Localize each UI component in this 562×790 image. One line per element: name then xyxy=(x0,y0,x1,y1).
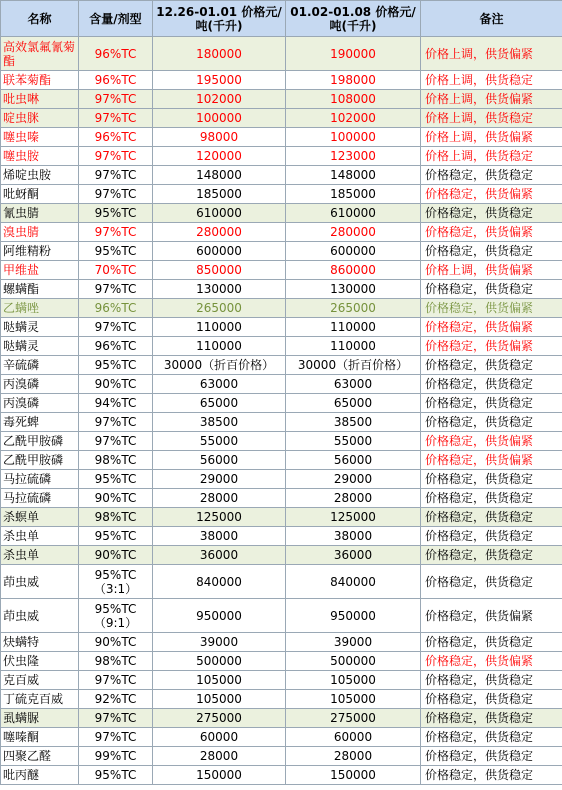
cell-price-week2: 30000（折百价格） xyxy=(286,356,421,375)
cell-price-week1: 38000 xyxy=(153,527,286,546)
cell-remark: 价格稳定，供货稳定 xyxy=(421,565,562,599)
cell-price-week2: 28000 xyxy=(286,747,421,766)
cell-name: 噻虫嗪 xyxy=(1,128,79,147)
cell-remark: 价格稳定，供货稳定 xyxy=(421,375,562,394)
cell-price-week2: 265000 xyxy=(286,299,421,318)
cell-remark: 价格上调，供货稳定 xyxy=(421,147,562,166)
cell-price-week1: 180000 xyxy=(153,37,286,71)
table-row xyxy=(1,546,562,565)
cell-name: 阿维精粉 xyxy=(1,242,79,261)
cell-price-week1: 840000 xyxy=(153,565,286,599)
cell-price-week1: 275000 xyxy=(153,709,286,728)
cell-price-week2: 125000 xyxy=(286,508,421,527)
cell-content: 94%TC xyxy=(79,394,153,413)
header-name: 名称 xyxy=(1,1,79,37)
cell-name: 毒死蜱 xyxy=(1,413,79,432)
cell-content: 97%TC xyxy=(79,413,153,432)
cell-content: 97%TC xyxy=(79,432,153,451)
cell-price-week2: 55000 xyxy=(286,432,421,451)
cell-content: 96%TC xyxy=(79,37,153,71)
cell-name: 高效氯氟氰菊酯 xyxy=(1,37,79,71)
cell-content: 97%TC xyxy=(79,109,153,128)
cell-price-week1: 63000 xyxy=(153,375,286,394)
cell-content: 92%TC xyxy=(79,690,153,709)
cell-name: 联苯菊酯 xyxy=(1,71,79,90)
header-row xyxy=(1,1,562,37)
cell-name: 杀虫单 xyxy=(1,527,79,546)
cell-name: 吡蚜酮 xyxy=(1,185,79,204)
table-row xyxy=(1,489,562,508)
cell-price-week1: 102000 xyxy=(153,90,286,109)
cell-price-week1: 950000 xyxy=(153,599,286,633)
table-row xyxy=(1,299,562,318)
header-content: 含量/剂型 xyxy=(79,1,153,37)
cell-price-week1: 100000 xyxy=(153,109,286,128)
cell-price-week2: 950000 xyxy=(286,599,421,633)
cell-content: 97%TC xyxy=(79,671,153,690)
table-row xyxy=(1,166,562,185)
cell-remark: 价格稳定，供货稳定 xyxy=(421,766,562,785)
cell-price-week1: 150000 xyxy=(153,766,286,785)
cell-price-week1: 56000 xyxy=(153,451,286,470)
table-row xyxy=(1,356,562,375)
cell-price-week2: 198000 xyxy=(286,71,421,90)
cell-name: 噻嗪酮 xyxy=(1,728,79,747)
cell-price-week1: 185000 xyxy=(153,185,286,204)
cell-name: 哒螨灵 xyxy=(1,318,79,337)
cell-price-week1: 60000 xyxy=(153,728,286,747)
cell-price-week1: 105000 xyxy=(153,690,286,709)
cell-remark: 价格稳定，供货偏紧 xyxy=(421,337,562,356)
cell-price-week1: 38500 xyxy=(153,413,286,432)
table-row xyxy=(1,671,562,690)
table-row xyxy=(1,747,562,766)
cell-remark: 价格稳定，供货稳定 xyxy=(421,546,562,565)
header-week1: 12.26-01.01 价格元/吨(千升) xyxy=(153,1,286,37)
cell-remark: 价格上调，供货稳定 xyxy=(421,71,562,90)
table-row xyxy=(1,37,562,71)
cell-price-week1: 98000 xyxy=(153,128,286,147)
cell-name: 茚虫威 xyxy=(1,565,79,599)
cell-price-week2: 150000 xyxy=(286,766,421,785)
cell-price-week2: 28000 xyxy=(286,489,421,508)
cell-content: 98%TC xyxy=(79,652,153,671)
cell-remark: 价格稳定，供货偏紧 xyxy=(421,451,562,470)
table-row xyxy=(1,394,562,413)
cell-name: 乙螨唑 xyxy=(1,299,79,318)
cell-remark: 价格稳定，供货稳定 xyxy=(421,413,562,432)
cell-price-week2: 110000 xyxy=(286,337,421,356)
cell-price-week2: 56000 xyxy=(286,451,421,470)
cell-name: 烯啶虫胺 xyxy=(1,166,79,185)
cell-name: 乙酰甲胺磷 xyxy=(1,432,79,451)
table-row xyxy=(1,318,562,337)
cell-content: 99%TC xyxy=(79,747,153,766)
table-row xyxy=(1,128,562,147)
cell-price-week1: 29000 xyxy=(153,470,286,489)
cell-price-week2: 500000 xyxy=(286,652,421,671)
cell-price-week1: 265000 xyxy=(153,299,286,318)
cell-price-week1: 110000 xyxy=(153,337,286,356)
cell-price-week2: 110000 xyxy=(286,318,421,337)
cell-price-week1: 55000 xyxy=(153,432,286,451)
table-row xyxy=(1,633,562,652)
cell-name: 炔螨特 xyxy=(1,633,79,652)
cell-price-week2: 38000 xyxy=(286,527,421,546)
cell-name: 杀虫单 xyxy=(1,546,79,565)
cell-price-week2: 275000 xyxy=(286,709,421,728)
table-row xyxy=(1,185,562,204)
table-row xyxy=(1,728,562,747)
cell-content: 90%TC xyxy=(79,546,153,565)
cell-price-week2: 105000 xyxy=(286,690,421,709)
table-row xyxy=(1,709,562,728)
cell-content: 97%TC xyxy=(79,280,153,299)
cell-remark: 价格稳定，供货偏紧 xyxy=(421,223,562,242)
cell-content: 97%TC xyxy=(79,166,153,185)
cell-name: 虱螨脲 xyxy=(1,709,79,728)
cell-content: 70%TC xyxy=(79,261,153,280)
cell-content: 90%TC xyxy=(79,489,153,508)
table-row xyxy=(1,337,562,356)
cell-price-week1: 500000 xyxy=(153,652,286,671)
cell-price-week2: 148000 xyxy=(286,166,421,185)
cell-remark: 价格稳定，供货稳定 xyxy=(421,747,562,766)
table-row xyxy=(1,90,562,109)
cell-price-week2: 102000 xyxy=(286,109,421,128)
cell-remark: 价格稳定，供货稳定 xyxy=(421,728,562,747)
table-row xyxy=(1,432,562,451)
cell-price-week2: 840000 xyxy=(286,565,421,599)
cell-price-week2: 29000 xyxy=(286,470,421,489)
cell-content: 95%TC xyxy=(79,527,153,546)
cell-remark: 价格稳定，供货稳定 xyxy=(421,280,562,299)
cell-price-week1: 130000 xyxy=(153,280,286,299)
cell-price-week1: 65000 xyxy=(153,394,286,413)
cell-name: 氰虫腈 xyxy=(1,204,79,223)
cell-remark: 价格稳定，供货稳定 xyxy=(421,166,562,185)
header-week2: 01.02-01.08 价格元/吨(千升) xyxy=(286,1,421,37)
cell-remark: 价格稳定，供货稳定 xyxy=(421,242,562,261)
cell-name: 哒螨灵 xyxy=(1,337,79,356)
table-row xyxy=(1,413,562,432)
cell-remark: 价格稳定，供货稳定 xyxy=(421,489,562,508)
cell-remark: 价格稳定，供货偏紧 xyxy=(421,652,562,671)
cell-content: 95%TC（3:1） xyxy=(79,565,153,599)
table-row xyxy=(1,261,562,280)
cell-remark: 价格上调，供货偏紧 xyxy=(421,128,562,147)
cell-name: 螺螨酯 xyxy=(1,280,79,299)
table-row xyxy=(1,599,562,633)
table-row xyxy=(1,280,562,299)
cell-content: 96%TC xyxy=(79,299,153,318)
cell-content: 96%TC xyxy=(79,337,153,356)
cell-remark: 价格稳定，供货偏紧 xyxy=(421,432,562,451)
cell-price-week1: 120000 xyxy=(153,147,286,166)
table-row xyxy=(1,242,562,261)
cell-content: 95%TC xyxy=(79,470,153,489)
cell-content: 97%TC xyxy=(79,318,153,337)
cell-content: 97%TC xyxy=(79,185,153,204)
cell-price-week1: 28000 xyxy=(153,747,286,766)
cell-name: 四聚乙醛 xyxy=(1,747,79,766)
cell-content: 95%TC（9:1） xyxy=(79,599,153,633)
cell-content: 97%TC xyxy=(79,223,153,242)
cell-price-week2: 600000 xyxy=(286,242,421,261)
cell-name: 乙酰甲胺磷 xyxy=(1,451,79,470)
cell-content: 97%TC xyxy=(79,728,153,747)
cell-name: 丙溴磷 xyxy=(1,375,79,394)
cell-name: 杀螟单 xyxy=(1,508,79,527)
cell-content: 97%TC xyxy=(79,147,153,166)
cell-remark: 价格稳定，供货稳定 xyxy=(421,470,562,489)
table-row xyxy=(1,451,562,470)
table-row xyxy=(1,223,562,242)
cell-remark: 价格上调，供货偏紧 xyxy=(421,261,562,280)
cell-remark: 价格稳定，供货稳定 xyxy=(421,690,562,709)
cell-remark: 价格稳定，供货稳定 xyxy=(421,709,562,728)
cell-name: 噻虫胺 xyxy=(1,147,79,166)
cell-price-week2: 610000 xyxy=(286,204,421,223)
cell-price-week2: 130000 xyxy=(286,280,421,299)
cell-content: 95%TC xyxy=(79,242,153,261)
cell-price-week2: 108000 xyxy=(286,90,421,109)
table-row xyxy=(1,652,562,671)
cell-remark: 价格稳定，供货稳定 xyxy=(421,508,562,527)
cell-remark: 价格稳定，供货偏紧 xyxy=(421,318,562,337)
cell-price-week1: 36000 xyxy=(153,546,286,565)
cell-price-week2: 36000 xyxy=(286,546,421,565)
table-row xyxy=(1,109,562,128)
table-row xyxy=(1,766,562,785)
cell-content: 90%TC xyxy=(79,633,153,652)
cell-remark: 价格稳定，供货稳定 xyxy=(421,633,562,652)
cell-name: 辛硫磷 xyxy=(1,356,79,375)
cell-name: 丙溴磷 xyxy=(1,394,79,413)
cell-name: 伏虫隆 xyxy=(1,652,79,671)
cell-price-week1: 600000 xyxy=(153,242,286,261)
cell-price-week2: 105000 xyxy=(286,671,421,690)
table-row xyxy=(1,690,562,709)
cell-name: 啶虫脒 xyxy=(1,109,79,128)
cell-content: 98%TC xyxy=(79,451,153,470)
cell-price-week1: 850000 xyxy=(153,261,286,280)
cell-price-week1: 610000 xyxy=(153,204,286,223)
cell-price-week1: 28000 xyxy=(153,489,286,508)
cell-price-week2: 123000 xyxy=(286,147,421,166)
cell-price-week1: 30000（折百价格） xyxy=(153,356,286,375)
cell-price-week1: 125000 xyxy=(153,508,286,527)
cell-name: 溴虫腈 xyxy=(1,223,79,242)
cell-remark: 价格上调，供货偏紧 xyxy=(421,37,562,71)
cell-content: 95%TC xyxy=(79,204,153,223)
cell-price-week1: 148000 xyxy=(153,166,286,185)
cell-name: 丁硫克百威 xyxy=(1,690,79,709)
cell-remark: 价格稳定，供货稳定 xyxy=(421,671,562,690)
table-row xyxy=(1,71,562,90)
cell-content: 95%TC xyxy=(79,766,153,785)
cell-remark: 价格稳定，供货偏紧 xyxy=(421,185,562,204)
table-row xyxy=(1,508,562,527)
cell-name: 马拉硫磷 xyxy=(1,489,79,508)
cell-remark: 价格稳定，供货稳定 xyxy=(421,527,562,546)
table-row xyxy=(1,470,562,489)
cell-content: 97%TC xyxy=(79,90,153,109)
cell-price-week1: 195000 xyxy=(153,71,286,90)
cell-price-week2: 65000 xyxy=(286,394,421,413)
header-remark: 备注 xyxy=(421,1,562,37)
cell-price-week1: 105000 xyxy=(153,671,286,690)
cell-price-week2: 63000 xyxy=(286,375,421,394)
cell-name: 克百威 xyxy=(1,671,79,690)
cell-price-week1: 39000 xyxy=(153,633,286,652)
cell-content: 96%TC xyxy=(79,71,153,90)
cell-name: 茚虫威 xyxy=(1,599,79,633)
cell-content: 96%TC xyxy=(79,128,153,147)
cell-price-week2: 39000 xyxy=(286,633,421,652)
cell-remark: 价格稳定，供货稳定 xyxy=(421,356,562,375)
cell-price-week2: 100000 xyxy=(286,128,421,147)
table-row xyxy=(1,565,562,599)
cell-content: 90%TC xyxy=(79,375,153,394)
cell-content: 97%TC xyxy=(79,709,153,728)
cell-content: 95%TC xyxy=(79,356,153,375)
cell-price-week2: 860000 xyxy=(286,261,421,280)
table-row xyxy=(1,204,562,223)
table-body xyxy=(1,37,562,785)
cell-remark: 价格上调，供货偏紧 xyxy=(421,90,562,109)
cell-name: 马拉硫磷 xyxy=(1,470,79,489)
cell-remark: 价格上调，供货稳定 xyxy=(421,109,562,128)
table-row xyxy=(1,375,562,394)
cell-remark: 价格稳定，供货偏紧 xyxy=(421,299,562,318)
table-row xyxy=(1,527,562,546)
cell-price-week2: 190000 xyxy=(286,37,421,71)
cell-price-week2: 60000 xyxy=(286,728,421,747)
table-row xyxy=(1,147,562,166)
cell-content: 98%TC xyxy=(79,508,153,527)
cell-price-week1: 280000 xyxy=(153,223,286,242)
cell-remark: 价格稳定，供货稳定 xyxy=(421,394,562,413)
cell-price-week2: 38500 xyxy=(286,413,421,432)
cell-remark: 价格稳定，供货稳定 xyxy=(421,204,562,223)
cell-name: 甲维盐 xyxy=(1,261,79,280)
cell-name: 吡虫啉 xyxy=(1,90,79,109)
cell-price-week2: 280000 xyxy=(286,223,421,242)
cell-price-week2: 185000 xyxy=(286,185,421,204)
cell-price-week1: 110000 xyxy=(153,318,286,337)
cell-name: 吡丙醚 xyxy=(1,766,79,785)
cell-remark: 价格稳定，供货偏紧 xyxy=(421,599,562,633)
